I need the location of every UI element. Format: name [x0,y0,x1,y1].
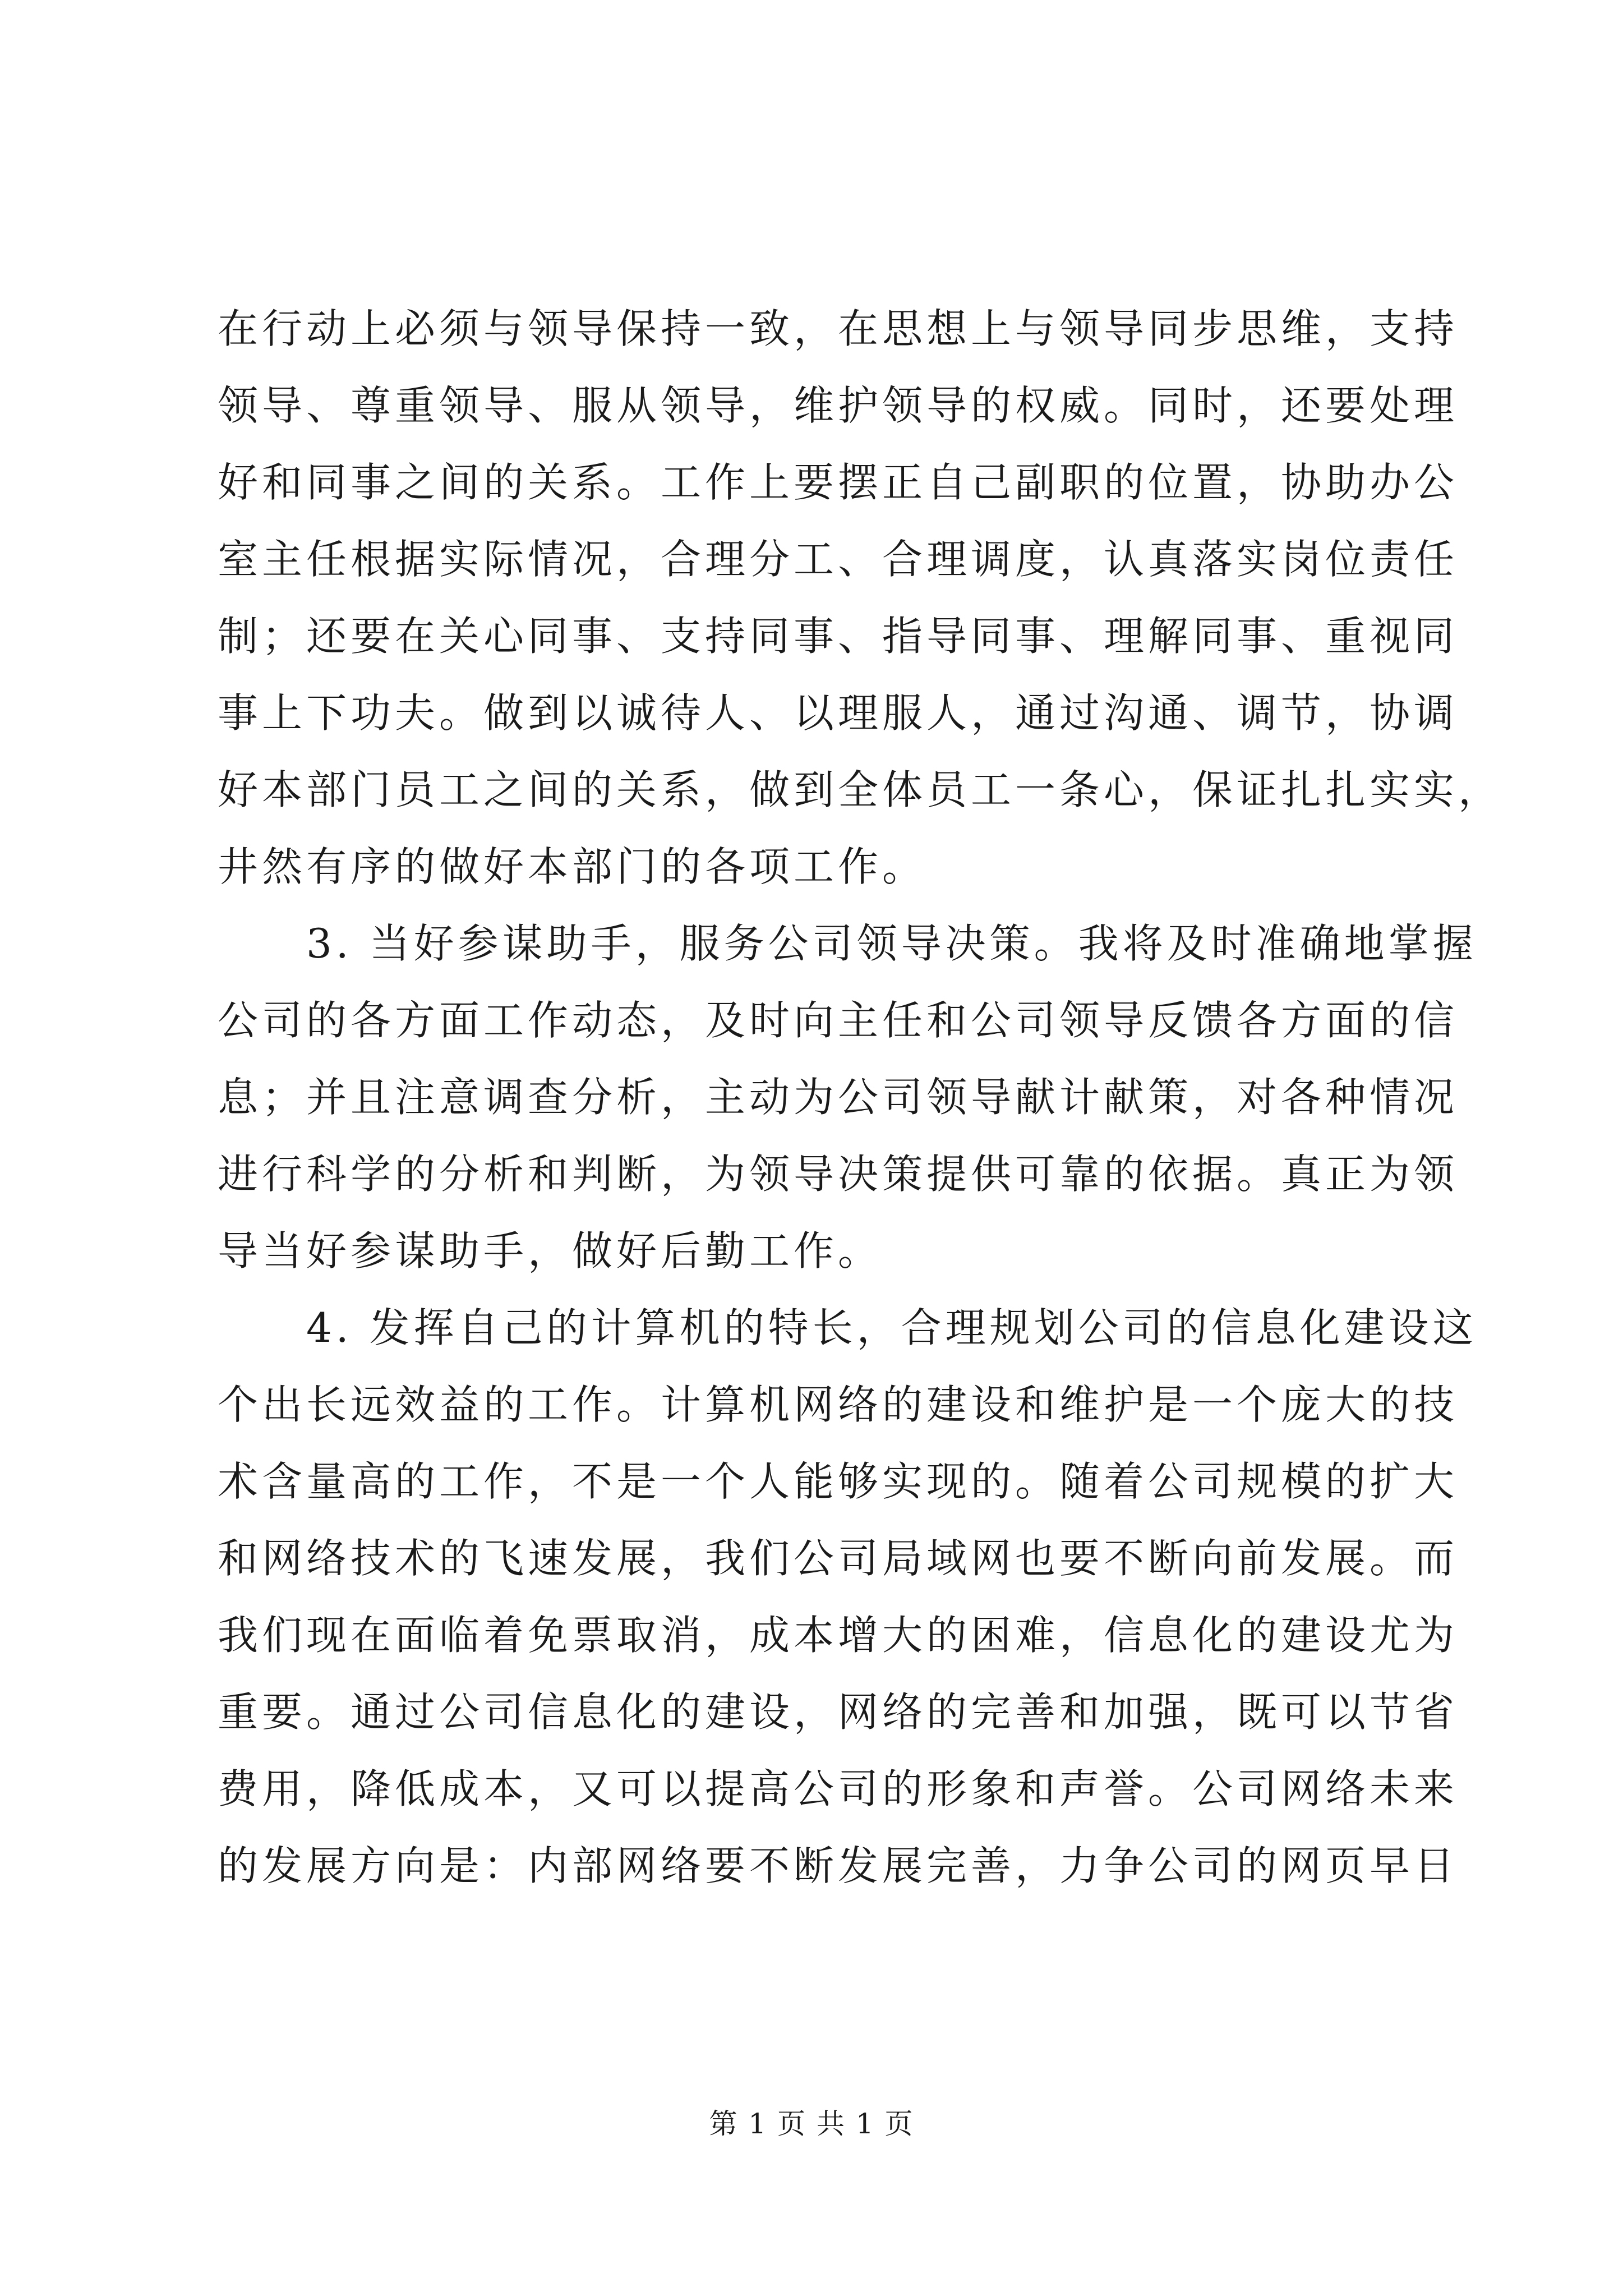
text-line: 息；并且注意调查分析，主动为公司领导献计献策，对各种情况 [218,1074,1459,1121]
text-line: 和网络技术的飞速发展，我们公司局域网也要不断向前发展。而 [218,1535,1459,1582]
text-line: 我们现在面临着免票取消，成本增大的困难，信息化的建设尤为 [218,1612,1459,1659]
text-line: 进行科学的分析和判断，为领导决策提供可靠的依据。真正为领 [218,1151,1459,1198]
text-line: 3. 当好参谋助手，服务公司领导决策。我将及时准确地掌握 [218,920,1477,967]
text-line: 个出长远效益的工作。计算机网络的建设和维护是一个庞大的技 [218,1381,1459,1428]
text-line: 术含量高的工作，不是一个人能够实现的。随着公司规模的扩大 [218,1458,1459,1505]
text-line: 制；还要在关心同事、支持同事、指导同事、理解同事、重视同 [218,613,1459,660]
text-line: 室主任根据实际情况，合理分工、合理调度，认真落实岗位责任 [218,536,1459,583]
text-line: 井然有序的做好本部门的各项工作。 [218,843,927,890]
text-line: 重要。通过公司信息化的建设，网络的完善和加强，既可以节省 [218,1688,1459,1736]
text-line: 4. 发挥自己的计算机的特长，合理规划公司的信息化建设这 [218,1304,1477,1351]
text-line: 公司的各方面工作动态，及时向主任和公司领导反馈各方面的信 [218,997,1459,1044]
text-line: 导当好参谋助手，做好后勤工作。 [218,1227,883,1274]
text-line: 费用，降低成本，又可以提高公司的形象和声誉。公司网络未来 [218,1765,1459,1812]
page-number-footer: 第 1 页 共 1 页 [709,2108,914,2140]
text-line: 的发展方向是：内部网络要不断发展完善，力争公司的网页早日 [218,1842,1459,1889]
text-line: 在行动上必须与领导保持一致，在思想上与领导同步思维，支持 [218,305,1459,352]
text-line: 好本部门员工之间的关系，做到全体员工一条心，保证扎扎实实， [218,766,1503,813]
text-line: 事上下功夫。做到以诚待人、以理服人，通过沟通、调节，协调 [218,689,1459,737]
body-text [218,291,1503,1904]
text-line: 好和同事之间的关系。工作上要摆正自己副职的位置，协助办公 [218,459,1459,506]
text-line: 领导、尊重领导、服从领导，维护领导的权威。同时，还要处理 [218,382,1459,429]
